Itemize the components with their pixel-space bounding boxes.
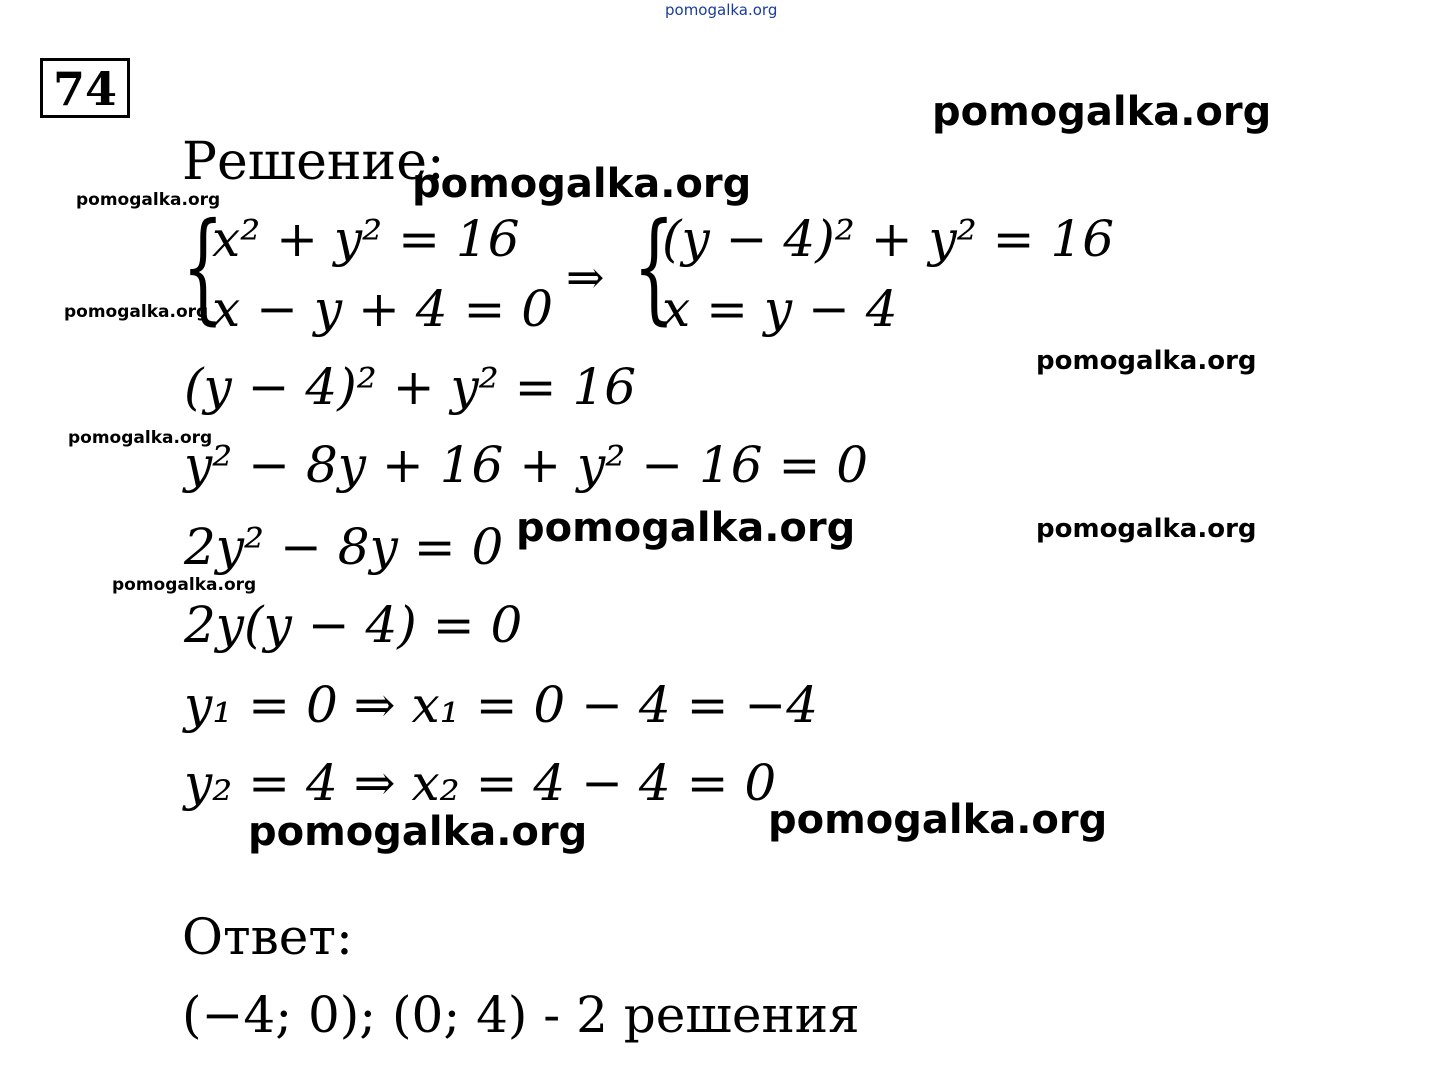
solution-label: Решение:: [182, 132, 445, 192]
watermark-right-top: pomogalka.org: [932, 89, 1272, 135]
watermark-left-2: pomogalka.org: [64, 302, 209, 322]
watermark-left-1: pomogalka.org: [76, 190, 221, 210]
step-5: y₁ = 0 ⇒ x₁ = 0 − 4 = −4: [184, 676, 819, 734]
step-2: y² − 8y + 16 + y² − 16 = 0: [184, 436, 869, 494]
watermark-left-4: pomogalka.org: [112, 575, 257, 595]
watermark-bottom-right: pomogalka.org: [768, 797, 1108, 843]
watermark-right-mid-2: pomogalka.org: [1036, 514, 1257, 544]
left-system-brace: {: [182, 198, 224, 337]
answer-label: Ответ:: [182, 908, 353, 966]
watermark-bottom-left: pomogalka.org: [248, 809, 588, 855]
watermark-right-mid-1: pomogalka.org: [1036, 346, 1257, 376]
right-system-brace: {: [633, 198, 675, 337]
watermark-left-3: pomogalka.org: [68, 428, 213, 448]
system-left-eq-2: x − y + 4 = 0: [212, 280, 554, 338]
implies-arrow: ⇒: [566, 250, 605, 304]
system-right-eq-1: (y − 4)² + y² = 16: [662, 210, 1115, 268]
step-1: (y − 4)² + y² = 16: [184, 358, 637, 416]
system-left-eq-1: x² + y² = 16: [212, 210, 520, 268]
step-4: 2y(y − 4) = 0: [184, 596, 523, 654]
watermark-center-mid: pomogalka.org: [516, 505, 856, 551]
watermark-after-heading: pomogalka.org: [412, 161, 752, 207]
step-3: 2y² − 8y = 0: [184, 518, 504, 576]
step-6: y₂ = 4 ⇒ x₂ = 4 − 4 = 0: [184, 754, 777, 812]
system-right-eq-2: x = y − 4: [662, 280, 898, 338]
watermark-top: pomogalka.org: [665, 1, 778, 19]
answer-text: (−4; 0); (0; 4) - 2 решения: [182, 986, 860, 1044]
task-number: 74: [40, 58, 130, 118]
